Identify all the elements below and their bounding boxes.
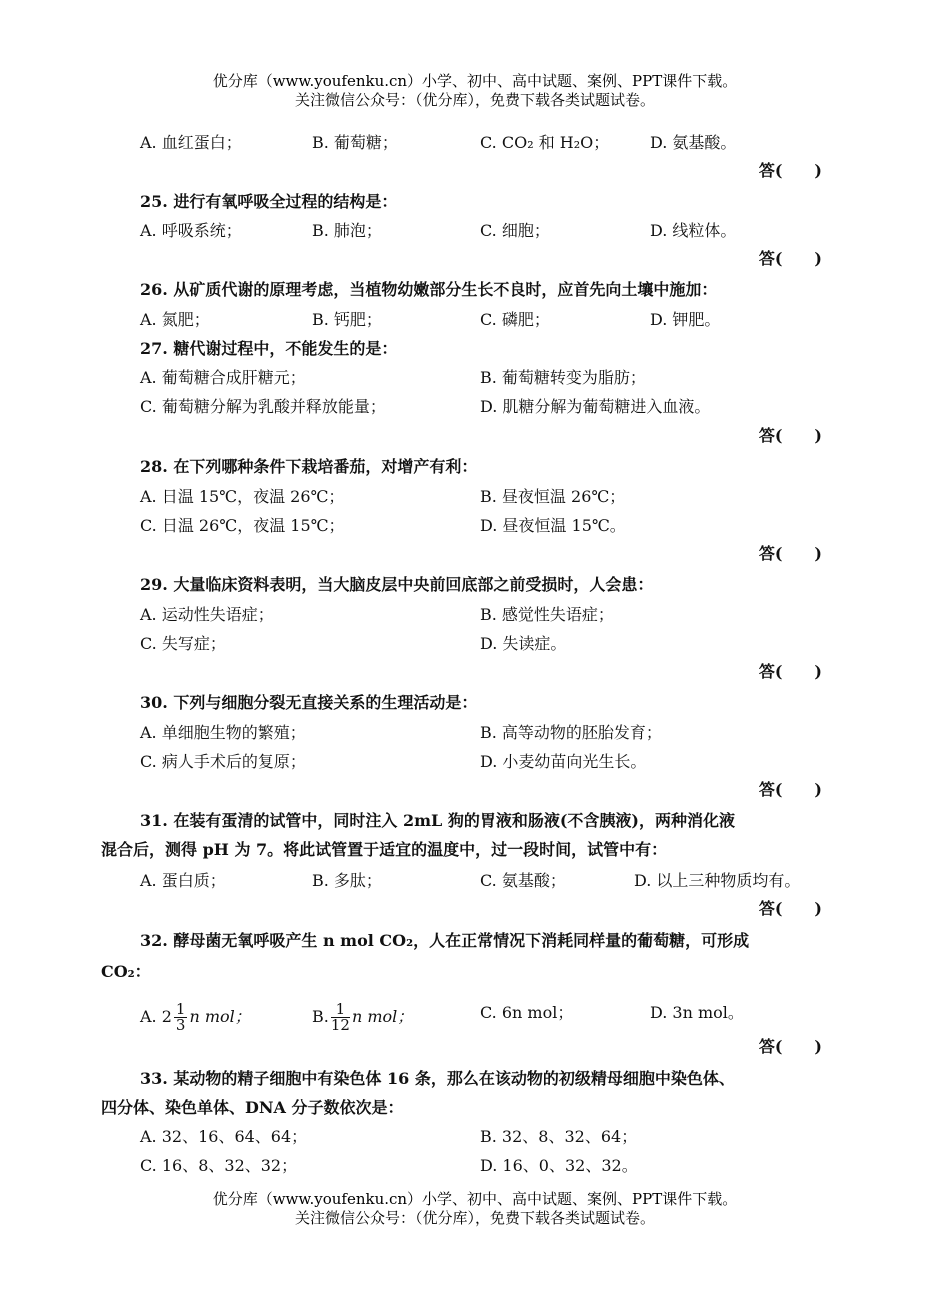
q32-option-a <box>140 1002 251 1033</box>
q32-option-a-prefix: A. 2 <box>140 1007 172 1026</box>
q29-option-b: B. 感觉性失语症； <box>480 605 614 624</box>
q33-option-c: C. 16、8、32、32； <box>140 1156 298 1175</box>
q32-option-a-numerator: 1 <box>175 1000 186 1018</box>
q30-option-d: D. 小麦幼苗向光生长。 <box>480 752 647 771</box>
q24-option-d: D. 氨基酸。 <box>650 133 737 152</box>
q32-option-b-numerator: 1 <box>331 1002 350 1018</box>
q31-option-c: C. 氨基酸； <box>480 871 566 890</box>
header-line-1: 优分库（www.youfenku.cn）小学、初中、高中试题、案例、PPT课件下载。 <box>212 72 738 90</box>
q25-stem: 25. 进行有氧呼吸全过程的结构是： <box>140 192 398 211</box>
q27-option-c: C. 葡萄糖分解为乳酸并释放能量； <box>140 397 386 416</box>
q28-option-d: D. 昼夜恒温 15℃。 <box>480 516 626 535</box>
q28-stem: 28. 在下列哪种条件下栽培番茄，对增产有利： <box>140 457 478 476</box>
q27-answer-blank[interactable]: 答( ) <box>758 426 822 445</box>
q31-option-d: D. 以上三种物质均有。 <box>634 871 801 890</box>
q32-option-c: C. 6n mol； <box>480 1003 574 1022</box>
q32-option-b-prefix: B. <box>312 1007 329 1026</box>
footer-line-1: 优分库（www.youfenku.cn）小学、初中、高中试题、案例、PPT课件下载。 <box>212 1190 738 1208</box>
q31-answer-blank[interactable]: 答( ) <box>758 899 822 918</box>
q30-option-b: B. 高等动物的胚胎发育； <box>480 723 662 742</box>
q30-answer-blank[interactable]: 答( ) <box>758 780 822 799</box>
q25-option-b: B. 肺泡； <box>312 221 382 240</box>
q30-option-c: C. 病人手术后的复原； <box>140 752 306 771</box>
q31-stem-line-2: 混合后，测得 pH 为 7。将此试管置于适宜的温度中，过一段时间，试管中有： <box>101 840 668 859</box>
q25-option-c: C. 细胞； <box>480 221 550 240</box>
q25-answer-blank[interactable]: 答( ) <box>758 249 822 268</box>
q29-option-a: A. 运动性失语症； <box>140 605 274 624</box>
q32-option-b-denominator: 12 <box>330 1016 350 1034</box>
q28-answer-blank[interactable]: 答( ) <box>758 544 822 563</box>
q30-stem: 30. 下列与细胞分裂无直接关系的生理活动是： <box>140 693 478 712</box>
q32-stem-line-1: 32. 酵母菌无氧呼吸产生 n mol CO₂，人在正常情况下消耗同样量的葡萄糖，可形成 <box>140 931 750 950</box>
q24-answer-blank[interactable]: 答( ) <box>758 161 822 180</box>
q26-option-c: C. 磷肥； <box>480 310 550 329</box>
q29-answer-blank[interactable]: 答( ) <box>758 662 822 681</box>
q29-stem: 29. 大量临床资料表明，当大脑皮层中央前回底部之前受损时，人会患： <box>140 575 654 594</box>
q32-option-d: D. 3n mol。 <box>650 1003 744 1022</box>
q24-option-a: A. 血红蛋白； <box>140 133 242 152</box>
q33-stem-line-2: 四分体、染色单体、DNA 分子数依次是： <box>101 1098 404 1117</box>
q31-option-b: B. 多肽； <box>312 871 382 890</box>
q27-option-d: D. 肌糖分解为葡萄糖进入血液。 <box>480 397 711 416</box>
q27-stem: 27. 糖代谢过程中，不能发生的是： <box>140 339 398 358</box>
q33-stem-line-1: 33. 某动物的精子细胞中有染色体 16 条，那么在该动物的初级精母细胞中染色体、 <box>140 1069 735 1088</box>
q26-option-d: D. 钾肥。 <box>650 310 721 329</box>
q28-option-a: A. 日温 15℃，夜温 26℃； <box>140 487 345 506</box>
q27-option-a: A. 葡萄糖合成肝糖元； <box>140 368 306 387</box>
q24-option-b: B. 葡萄糖； <box>312 133 398 152</box>
q33-option-b: B. 32、8、32、64； <box>480 1127 638 1146</box>
q28-option-c: C. 日温 26℃，夜温 15℃； <box>140 516 345 535</box>
q32-answer-blank[interactable]: 答( ) <box>758 1037 822 1056</box>
q28-option-b: B. 昼夜恒温 26℃； <box>480 487 626 506</box>
footer-line-2: 关注微信公众号：（优分库），免费下载各类试题试卷。 <box>294 1209 655 1227</box>
q25-option-d: D. 线粒体。 <box>650 221 737 240</box>
q26-option-a: A. 氮肥； <box>140 310 210 329</box>
q33-option-d: D. 16、0、32、32。 <box>480 1156 638 1175</box>
q32-option-b <box>312 1002 413 1033</box>
q26-stem: 26. 从矿质代谢的原理考虑，当植物幼嫩部分生长不良时，应首先向土壤中施加： <box>140 280 718 299</box>
q32-option-a-denominator: 3 <box>175 1016 186 1034</box>
q29-option-d: D. 失读症。 <box>480 634 567 653</box>
q25-option-a: A. 呼吸系统； <box>140 221 242 240</box>
q24-option-c: C. CO₂ 和 H₂O； <box>480 133 610 152</box>
q31-option-a: A. 蛋白质； <box>140 871 226 890</box>
header-line-2: 关注微信公众号：（优分库），免费下载各类试题试卷。 <box>294 91 655 109</box>
q30-option-a: A. 单细胞生物的繁殖； <box>140 723 306 742</box>
q32-option-a-fraction <box>174 1002 188 1033</box>
q32-option-b-unit: n mol； <box>351 1007 414 1026</box>
q32-option-b-fraction <box>331 1002 350 1033</box>
q27-option-b: B. 葡萄糖转变为脂肪； <box>480 368 646 387</box>
page-header <box>0 72 950 110</box>
q33-option-a: A. 32、16、64、64； <box>140 1127 308 1146</box>
page-footer <box>0 1190 950 1228</box>
q26-option-b: B. 钙肥； <box>312 310 382 329</box>
q32-option-a-unit: n mol； <box>189 1007 251 1026</box>
q31-stem-line-1: 31. 在装有蛋清的试管中，同时注入 2mL 狗的胃液和肠液(不含胰液)，两种消化液 <box>140 811 736 830</box>
q29-option-c: C. 失写症； <box>140 634 226 653</box>
q32-stem-line-2: CO₂： <box>101 962 151 981</box>
